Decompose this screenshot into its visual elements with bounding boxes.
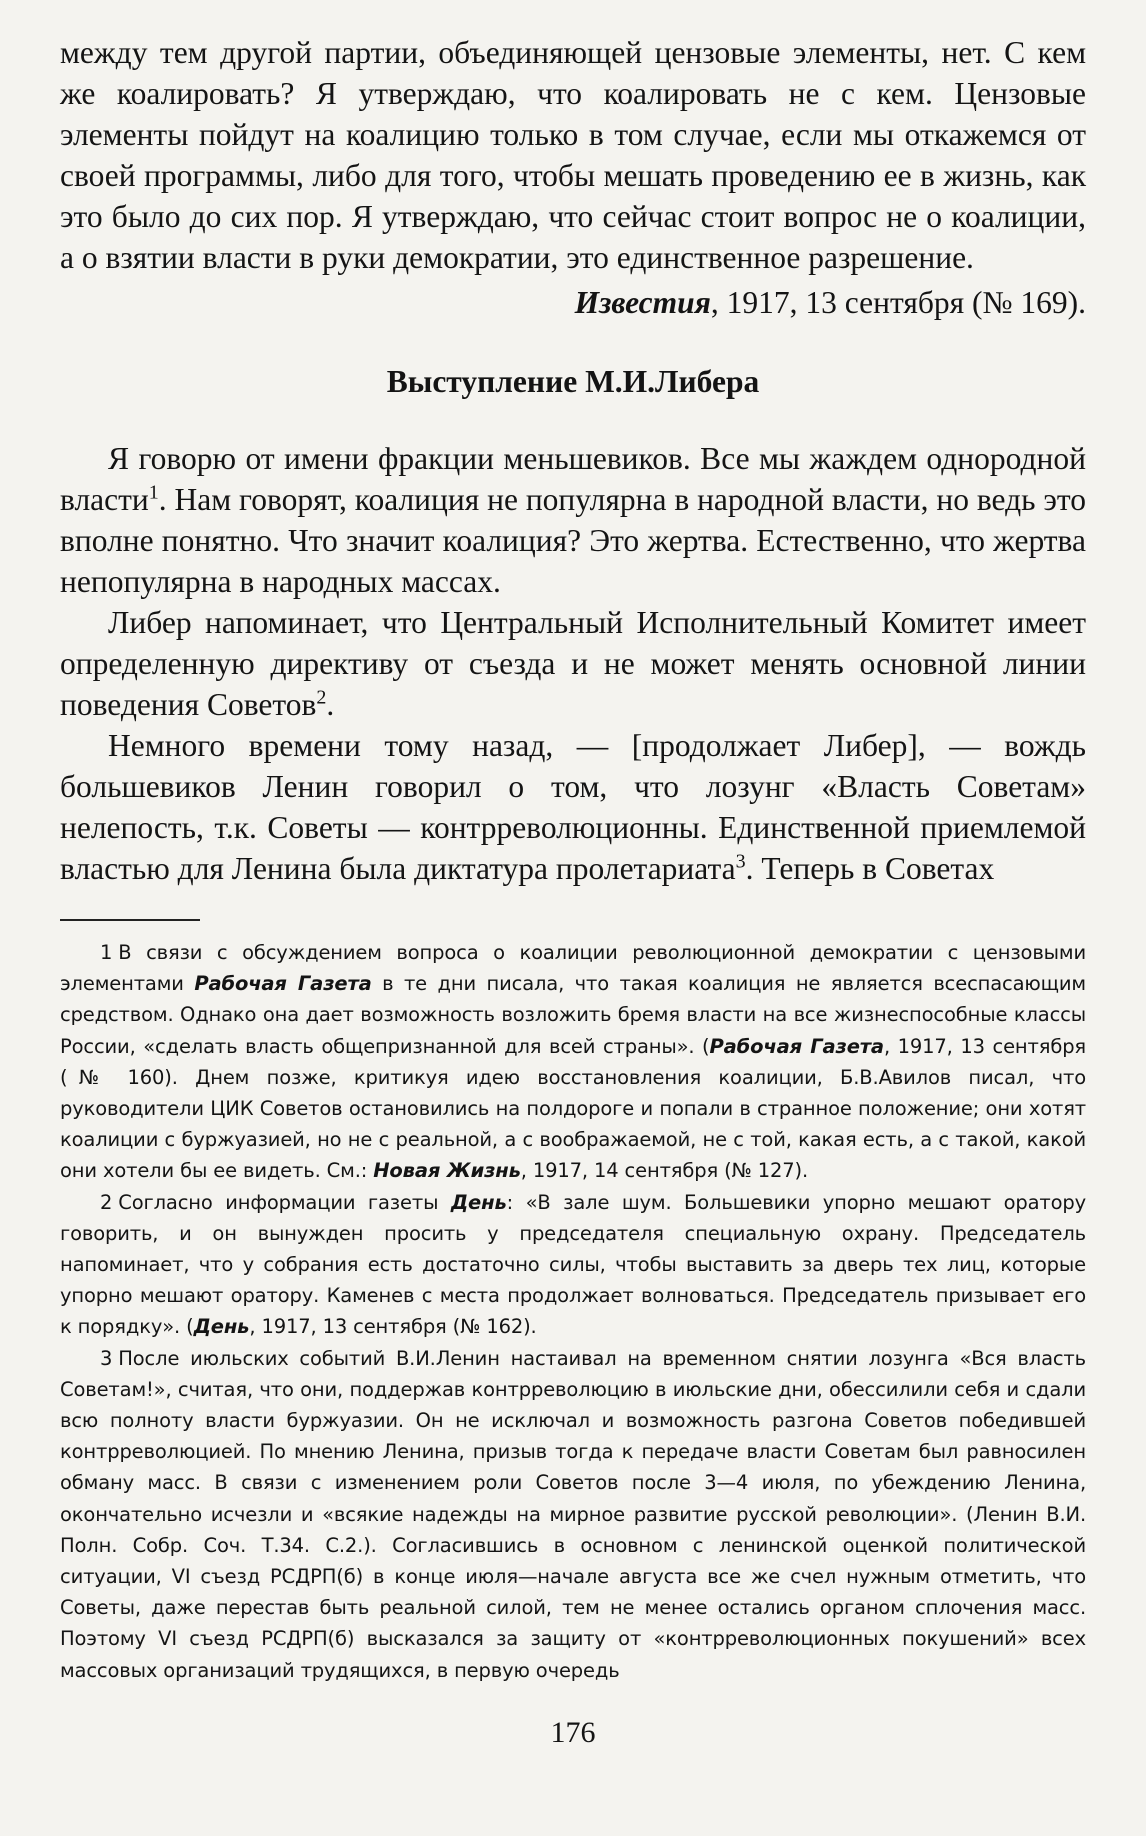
footnote-1-publication-a: Рабочая Газета <box>194 972 372 996</box>
section-title: Выступление М.И.Либера <box>386 364 760 399</box>
footnote-ref-3: 3 <box>735 850 746 873</box>
source-publication: Известия <box>574 285 711 320</box>
intro-paragraph: между тем другой партии, объединяющей цензовые элементы, нет. С кем же коалировать? Я утверждаю, что коалировать не с кем. Цензовые элементы пойдут на коалицию только в том случае, если мы откажемся от своей программы, либо для того, чтобы мешать проведению ее в жизнь, как это было до сих пор. Я утверждаю, что сейчас стоит вопрос не о коалиции, а о взятии власти в руки демократии, это единственное разрешение. <box>60 35 1086 275</box>
paragraph-3-text-a: Немного времени тому назад, — [продолжает Либер], — вождь большевиков Ленин говорил о том, что лозунг «Власть Советам» нелепость, т.к. Советы — контрреволюционны. Единственной приемлемой властью для Ленина была диктатура пролетариата <box>60 728 1086 886</box>
intro-source-citation <box>60 282 1086 323</box>
footnote-2-text-b: : «В зале шум. Большевики упорно мешают оратору говорить, и он вынужден просить у председателя специальную охрану. Председатель напоминает, что у собрания есть достаточно силы, чтобы выставить за дверь тех лиц, которые упорно мешают оратору. Каменев с места продолжает волноваться. Председатель призывает его к порядку». ( <box>60 1190 1086 1339</box>
footnote-2-number: 2 <box>100 1190 113 1214</box>
footnote-2-text-a: Согласно информации газеты <box>118 1190 451 1214</box>
source-details: , 1917, 13 сентября (№ 169). <box>710 285 1086 320</box>
footnote-3-number: 3 <box>100 1346 113 1370</box>
paragraph-3 <box>60 725 1086 889</box>
footnote-2-text-c: , 1917, 13 сентября (№ 162). <box>249 1315 537 1339</box>
footnote-2 <box>60 1187 1086 1343</box>
footnote-1-number: 1 <box>100 941 113 964</box>
footnote-1-publication-b: Рабочая Газета <box>709 1034 884 1058</box>
footnote-ref-2: 2 <box>316 686 327 709</box>
footnote-3 <box>60 1343 1086 1686</box>
footnote-3-text: После июльских событий В.И.Ленин настаивал на временном снятии лозунга «Вся власть Советам!», считая, что они, поддержав контрреволюцию в июльские дни, обессилили себя и сдали всю полноту власти буржуазии. Он не исключал и возможность разгона Советов победившей контрреволюцией. По мнению Ленина, призыв тогда к передаче власти Советам был равносилен обману масс. В связи с изменением роли Советов после 3—4 июля, по убеждению Ленина, окончательно исчезли и «всякие надежды на мирное развитие русской революции». (Ленин В.И. Полн. Собр. Соч. Т.34. С.2.). Согласившись в основном с ленинской оценкой политической ситуации, VI съезд РСДРП(б) в конце июля—начале августа все же счел нужным отметить, что Советы, даже перестав быть реальной силой, тем не менее остались органом сплочения масс. Поэтому VI съезд РСДРП(б) высказался за защиту от «контрреволюционных покушений» всех массовых организаций трудящихся, в первую очередь <box>60 1346 1086 1682</box>
paragraph-2-text-b: . <box>326 687 335 722</box>
footnote-1-publication-c: Новая Жизнь <box>373 1159 521 1183</box>
paragraph-1 <box>60 438 1086 602</box>
footnote-1-text-a: В связи с обсуждением вопроса о коалиции революционной демократии с цензовыми элементами <box>60 941 1086 996</box>
paragraph-2 <box>60 602 1086 725</box>
page-number: 176 <box>550 1715 596 1749</box>
book-page <box>60 32 1086 1750</box>
footnote-ref-1: 1 <box>148 481 159 504</box>
footnote-2-publication-b: День <box>193 1315 250 1339</box>
footnote-1-text-c: , 1917, 13 сентября (№ 160). Днем позже, критикуя идею восстановления коалиции, Б.В.Авилов писал, что руководители ЦИК Советов остановились на полдороге и попали в странное положение; они хотят коалиции с буржуазией, но не с реальной, а с воображаемой, не с той, какая есть, а с такой, какой они хотели бы ее видеть. См.: <box>60 1034 1086 1183</box>
paragraph-1-text-b: . Нам говорят, коалиция не популярна в народной власти, но ведь это вполне понятно. Что значит коалиция? Это жертва. Естественно, что жертва непопулярна в народных массах. <box>60 482 1087 599</box>
footnote-1 <box>60 937 1086 1187</box>
footnote-1-text-d: , 1917, 14 сентября (№ 127). <box>520 1159 808 1183</box>
paragraph-2-text-a: Либер напоминает, что Центральный Исполнительный Комитет имеет определенную директиву от съезда и не может менять основной линии поведения Советов <box>60 605 1086 722</box>
paragraph-3-text-b: . Теперь в Советах <box>745 851 995 886</box>
paragraph-1-text-a: Я говорю от имени фракции меньшевиков. Все мы жаждем однородной власти <box>60 441 1086 517</box>
footnote-2-publication-a: День <box>450 1190 507 1214</box>
footnote-1-text-b: в те дни писала, что такая коалиция не является всеспасающим средством. Однако она дает возможность возложить бремя власти на все жизнеспособные классы России, «сделать власть общепризнанной для всей страны». ( <box>60 972 1086 1058</box>
footnote-divider <box>60 919 200 921</box>
